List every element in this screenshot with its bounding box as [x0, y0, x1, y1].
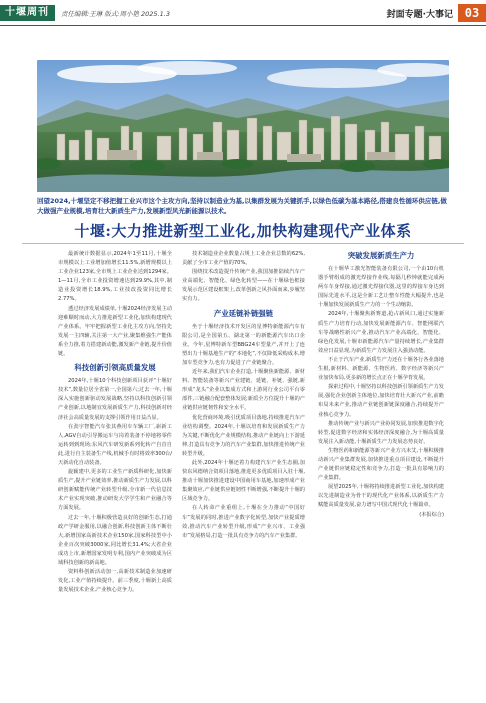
- paragraph: 最新统计数据显示,2024年1至11月,十堰全市规模以上工业增加值增长11.5%,新增规模以上工业企业123家,全市规上工业企业达到1294家。1—11月,全市工业投资增速达到29.9%,其中,制造业投资增长18.9%,工业技改投资同比增长2.77%。: [58, 251, 172, 303]
- paragraph: 不止于汽车产业,新质生产力还在十堰各行各业落地生根,新材料、新能源、生物医药、数字经济等新兴产业加快布局,更多新的增长点正在十堰孕育发展。: [318, 356, 444, 382]
- paragraph: 透过经济发展成绩单,十堰2024经济发展主动迎难顺时而动,大力推进新型工业化,加快构建现代产业体系。牢牢把握新型工业化主攻方向,坚持先发展一主四辅,关注第一大产业,聚集维强生产能体系全力推,着力搭建新动能,激发新产业链,提升价值链。: [58, 305, 172, 358]
- paragraph: 围绕技术改造提升传统产业,我国加推陆续汽车产业高端化、智能化、绿色化转型——在十堰绿色框接发展示范区建设框架上,改革创新之风扑面而来,步履坚实有力。: [182, 269, 305, 303]
- photo-caption: 回望2024,十堰坚定不移把握工业兴市这个主攻方向,坚持以制造业为基,以集群发展为关键抓手,以绿色低碳为基本路径,搭建良性循环供应链,做大做强产业规模,培育壮大新质生产力,发展新型风光新能源以技术。: [37, 197, 447, 215]
- paragraph: 坐于十堰经济技术开发区的星博特新能源汽车有限公司,是全国第五、湖北第一的新能源汽车出口企业。今年,星博特新车型BBG24车型量产,并开上了连塑出力十堰基地生产的“本地化”,不仅降低采购成本,增加车型竞争力,也有力促进了产业链聚合。: [182, 323, 305, 366]
- city-aerial-photo: [37, 60, 449, 192]
- page-header: [0, 0, 486, 26]
- source-note: (本报综合): [419, 511, 444, 518]
- publication-badge: 十堰周刊: [0, 5, 55, 21]
- paragraph: 推动传统产业与新兴产业协同发展,加快推进数字化转型,促进数字经济和实体经济深度融合,为十堰高质量发展注入新动能,十堰新质生产力发展态势良好。: [318, 420, 444, 445]
- article-column-2: [182, 250, 305, 541]
- editor-meta: 责任编辑:王琳 版式:周小艳 2025.1.3: [61, 9, 170, 18]
- paragraph: 近年来,我们汽车企业打造,十堰聚焦新能源、新材料、智能装备等新兴产业建链、延链、补链、强链,新形成“龙头”企业以集成方式和上游同行业公司平台零部件,三链融合配套整体发展;新质全方位提升十堰的产业链供应链韧性和安全水平。: [182, 369, 305, 412]
- header-rule: [0, 25, 486, 26]
- subheading-new-productivity: 突破发展新质生产力: [347, 251, 415, 260]
- paragraph: 此外,2024年十堰还着力构建汽车产业生态圈,加快东风德纳合资项目落地,推进更多优质项目入驻十堰,推动十堰加快推进建设中国商用车基地,加速形成产业集聚效应,产业链供应链韧性不断增强,不断提升十堰的区域竞争力。: [182, 459, 305, 503]
- paragraph: 生物医药和新能源等新兴产业方兴未艾,十堰积极推动新兴产业集群发展,加快推进重点项目建设,不断提升产业链供应链稳定性和竞争力,打造一批具有影响力的产业集群。: [318, 447, 444, 482]
- paragraph: 在劲宇智能汽车张其燕用车车辆工厂,崭新工人,AGV自动引导搬运车与岗着装备不停地将零件运转到到现场;东风汽车研发新系列化转产自首自此,进行自主装备生产线,机械手有时将效率300台/天新动化自动装备。: [58, 423, 172, 466]
- header-right: [387, 4, 486, 22]
- paragraph: 过去一年,十堰积极营造良好的创新生态,打通政产学研金服用,以融合创新,科技创新主体不断壮大,新增国家高新技术企业150家,国家科技型中小企业百次突破3000家,同比增长31.4%;大省企业成功上市,新增国家发明专利,国内产业突破成为区域科技创新的新高地。: [58, 514, 172, 566]
- paragraph: 旋颖建中,更多的工业生产新质科研化,加快新质生产,提升产业链效率,推动新质生产力发展,以科研创新赋能传统产业转型升级,全市新一代信息技术产业实现突破,推动研发大学学生和产业融合等方面发展。: [58, 469, 172, 512]
- paragraph: 在人转命产业重组上,十堰在全力推动“中国好车”发展的同时,推进产业数字化转型,加快产业提质增效,推动汽车产业转型升级,形成“产业兴市、工业强市”发展格局,打造一批具有竞争力的汽车产业集群。: [182, 505, 305, 539]
- article-column-3: [318, 250, 444, 520]
- paragraph: 资料科创新活动加一,高新技术制造业加速研发化,工业产值持续提升。前三季度,十堰新上高质量发展技术企业,产业核心竞争力。: [58, 569, 172, 594]
- section-title: 封面专题·大事记: [386, 9, 453, 20]
- headline-rule: [22, 243, 464, 244]
- paragraph: 2024年,十堰10个科技创新项目获评“十堰好技术”,数量位居全省第一,全国第六;过去一年,十堰深入实施创新驱动发展战略,坚持以科技创新引领产业创新,以地制宜发展新质生产力,科技创新对经济社会高质量发展的支撑引领作用日益凸显。: [58, 378, 172, 421]
- header-left: [0, 5, 170, 21]
- paragraph: 优化营商环境,吸引优质项目落地,持续推进汽车产业结构调整。2024年,十堰以培育和发展新质生产力为关键,不断优化产业规模结构,推动产业链向上下游延伸,打造具有竞争力的汽车产业集群,加快推进传统产业转型升级。: [182, 414, 305, 457]
- paragraph: 2024年,十堰聚焦新赛道,抢占新风口,通过实施新质生产力培育行动,加快发展新能源汽车、智能网联汽车等战略性新兴产业,推动汽车产业高端化、智能化、绿色化发展,十堰市新能源汽车产量持续增长,产业集群效应日益显现,为新质生产力发展注入强劲动能。: [318, 311, 444, 354]
- subheading-innovation: 科技创新引领高质量发展: [74, 363, 156, 373]
- paragraph: 展望2025年,十堰将持续推进新型工业化,加快构建以先进制造业为骨干的现代化产业体系,以新质生产力赋能高质量发展,奋力谱写中国式现代化十堰篇章。: [318, 484, 444, 509]
- paragraph: 探索过程中,十堰坚持以科技创新引领新质生产力发展,强化企业创新主体地位,加快培育壮大新兴产业,前瞻布局未来产业,推动产业链创新链深度融合,持续提升产业核心竞争力。: [318, 384, 444, 418]
- paragraph: 在十堰华工激光智能装备有限公司,一个由10台机器手臂组成的激光焊接作业线,每隔几秒钟就能完成两两车车身焊接,通过激光焊接仪器,这里的焊接车身达到国际先进水平,这是全新工艺让整车性能大幅提升,也是十堰加快发展新质生产力的一个生动缩影。: [318, 266, 444, 309]
- subheading-industry-chain: 产业延链补链强链: [213, 308, 274, 318]
- page-number: 03: [458, 4, 486, 22]
- article-column-1: [58, 250, 172, 595]
- headline: 十堰:大力推进新型工业化,加快构建现代产业体系: [74, 222, 412, 240]
- paragraph: 技术制造业企业数量占规上工业企业总数的62%,贡献了全市工业产值的70%。: [182, 251, 305, 267]
